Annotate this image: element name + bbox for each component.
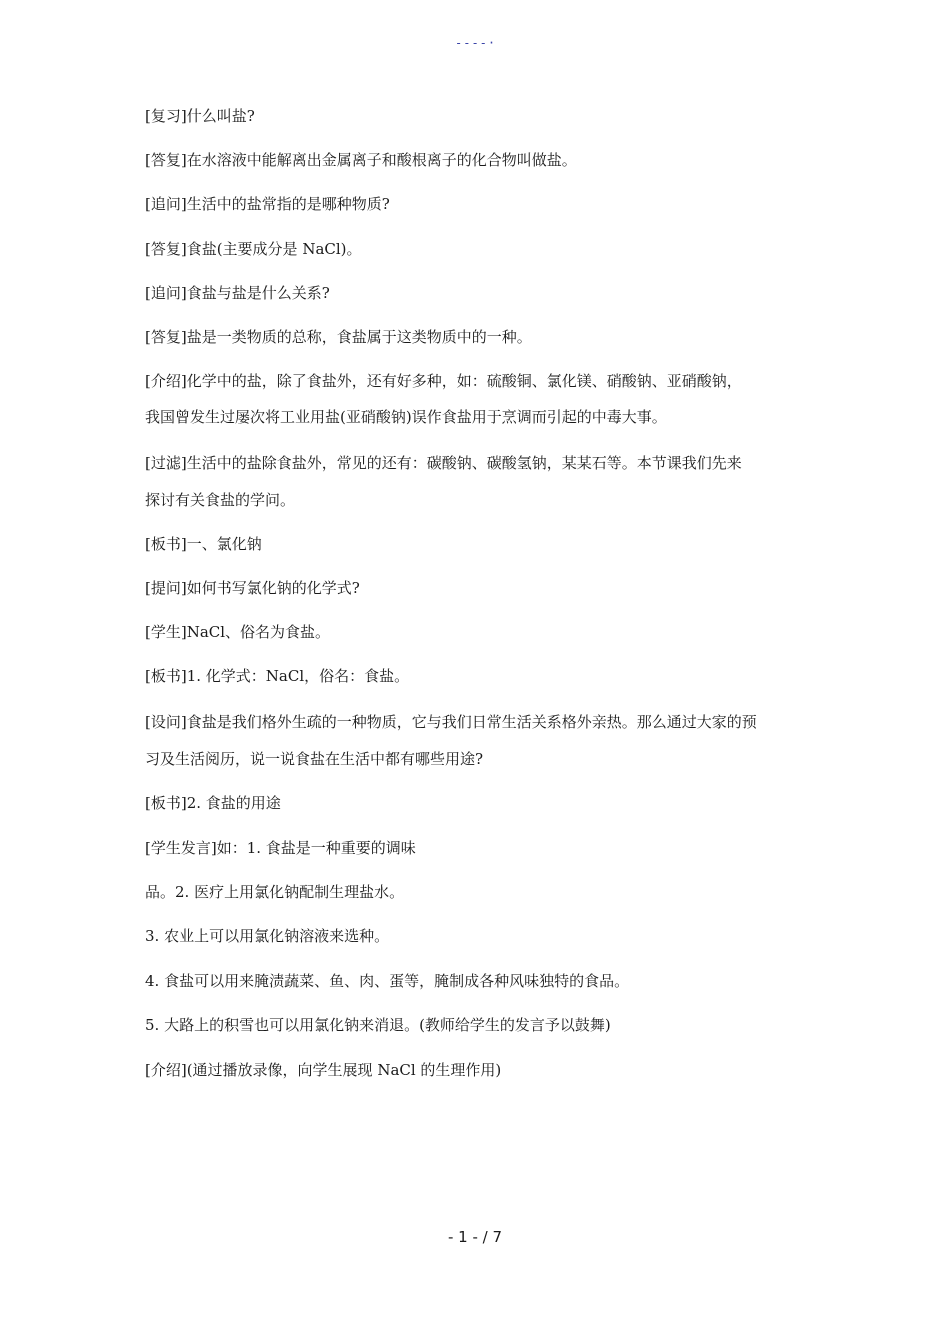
text-line: [答复]在水溶液中能解离出金属离子和酸根离子的化合物叫做盐。 — [145, 151, 577, 169]
header-mark: ----· — [455, 36, 497, 50]
text-line: 探讨有关食盐的学问。 — [145, 491, 296, 509]
text-line: [设问]食盐是我们格外生疏的一种物质，它与我们日常生活关系格外亲热。那么通过大家的预 — [145, 713, 757, 731]
text-line: 我国曾发生过屡次将工业用盐(亚硝酸钠)误作食盐用于烹调而引起的中毒大事。 — [145, 408, 667, 426]
text-line: [追问]食盐与盐是什么关系? — [145, 284, 330, 302]
text-line: 习及生活阅历，说一说食盐在生活中都有哪些用途? — [145, 750, 484, 768]
text-line: [答复]食盐(主要成分是 NaCl)。 — [145, 240, 362, 258]
page-number: - 1 - / 7 — [447, 1228, 503, 1246]
text-line: [过滤]生活中的盐除食盐外，常见的还有：碳酸钠、碳酸氢钠，某某石等。本节课我们先来 — [145, 454, 742, 472]
text-line: 4. 食盐可以用来腌渍蔬菜、鱼、肉、蛋等，腌制成各种风味独特的食品。 — [145, 972, 630, 990]
text-line: [板书]1. 化学式：NaCl，俗名：食盐。 — [145, 667, 410, 685]
text-line: 品。2. 医疗上用氯化钠配制生理盐水。 — [145, 883, 405, 901]
text-line: [学生发言]如：1. 食盐是一种重要的调味 — [145, 839, 416, 857]
text-line: [板书]2. 食盐的用途 — [145, 794, 281, 812]
text-line: [介绍]化学中的盐，除了食盐外，还有好多种，如：硫酸铜、氯化镁、硝酸钠、亚硝酸钠， — [145, 372, 742, 390]
text-line: [追问]生活中的盐常指的是哪种物质? — [145, 195, 390, 213]
text-line: [介绍](通过播放录像，向学生展现 NaCl 的生理作用) — [145, 1061, 502, 1079]
text-line: 5. 大路上的积雪也可以用氯化钠来消退。(教师给学生的发言予以鼓舞) — [145, 1016, 611, 1034]
text-line: [复习]什么叫盐? — [145, 107, 255, 125]
text-line: [板书]一、氯化钠 — [145, 535, 262, 553]
text-line: [学生]NaCl、俗名为食盐。 — [145, 623, 331, 641]
text-line: [答复]盐是一类物质的总称，食盐属于这类物质中的一种。 — [145, 328, 532, 346]
text-line: [提问]如何书写氯化钠的化学式? — [145, 579, 360, 597]
text-line: 3. 农业上可以用氯化钠溶液来选种。 — [145, 927, 390, 945]
